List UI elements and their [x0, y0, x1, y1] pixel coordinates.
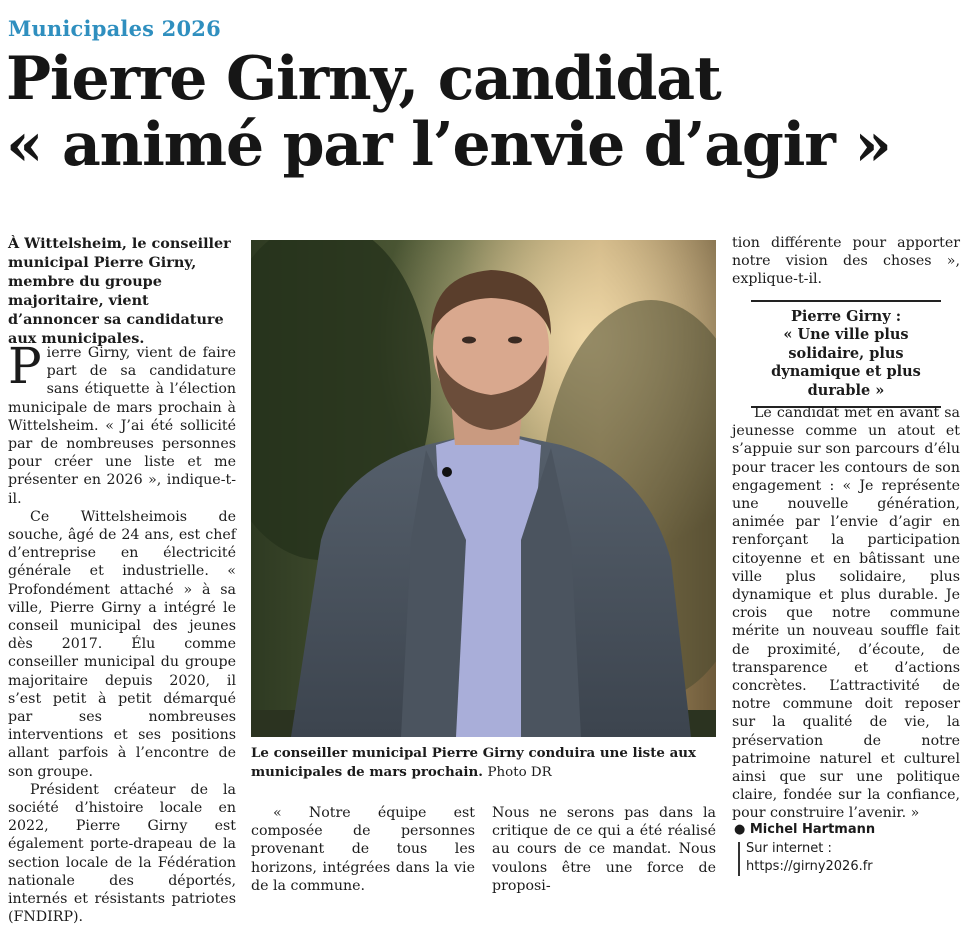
- paragraph-quote-start: « Notre équipe est composée de personnes provenant de tous les horizons, intégrées dans la vie de la commune.: [251, 805, 475, 894]
- lead-paragraph: À Wittelsheim, le conseiller municipal Pierre Girny, membre du groupe majoritaire, vient d’annoncer sa candidature aux municipales.: [8, 235, 231, 347]
- pull-quote: [732, 300, 960, 408]
- photo-credit: Photo DR: [487, 764, 552, 780]
- paragraph-quote-cont: Nous ne serons pas dans la critique de ce qui a été réalisé au cours de ce mandat. Nous voulons être une force de proposi-: [492, 805, 716, 894]
- paragraph-2: Ce Wittelsheimois de souche, âgé de 24 ans, est chef d’entreprise en électricité générale et industrielle. « Profondément attaché » à sa ville, Pierre Girny a intégré le conseil municipal des jeunes dès 2017. Élu comme conseiller municipal du groupe majoritaire depuis 2020, il s’est petit à petit démarqué par ses nombreuses interventions et ses positions allant parfois à l’encontre de son groupe.: [8, 508, 236, 780]
- paragraph-1-text: ierre Girny, vient de faire part de sa candidature sans étiquette à l’élection municipale de mars prochain à Wittelsheim. « J’ai été sollicité par de nombreuses personnes pour créer une liste et me présenter en 2026 », indique-t-il.: [8, 345, 236, 507]
- paragraph-1: [8, 337, 236, 508]
- article-column-1: [8, 337, 236, 927]
- website-link[interactable]: Sur internet : https://girny2026.fr: [746, 841, 873, 874]
- pull-quote-text: « Une ville plus solidaire, plus dynamique et plus durable »: [771, 326, 921, 399]
- drop-cap: P: [8, 337, 42, 395]
- article-column-3: [732, 404, 960, 823]
- paragraph-4: Le candidat met en avant sa jeunesse comme un atout et s’appuie sur son parcours d’élu pour tracer les contours de son engagement : « Je représente une nouvelle génération, animée par l’envie d’agir en renforçant la participation citoyenne et en bâtissant une ville plus solidaire, plus dynamique et plus durable. Je crois que notre commune mérite un nouveau souffle fait de proximité, d’écoute, de transparence et d’actions concrètes. L’attractivité de notre commune doit reposer sur la qualité de vie, la préservation de notre patrimoine naturel et culturel ainsi que sur une politique claire, fondée sur la confiance, pour construire l’avenir. »: [732, 405, 960, 822]
- headline: [6, 46, 971, 178]
- pull-quote-name: Pierre Girny :: [790, 307, 902, 325]
- article-column-2a: [251, 804, 475, 895]
- caption-text: Le conseiller municipal Pierre Girny conduira une liste aux municipales de mars prochain.: [251, 745, 696, 780]
- photo-caption: [251, 744, 716, 782]
- paragraph-3: Président créateur de la société d’histoire locale en 2022, Pierre Girny est également porte-drapeau de la section locale de la Fédération nationale des déportés, internés et résistants patriotes (FNDIRP).: [8, 781, 236, 926]
- paragraph-cont: tion différente pour apporter notre vision des choses », explique-t-il.: [732, 235, 960, 288]
- byline: ● Michel Hartmann: [734, 822, 876, 837]
- web-divider: [738, 842, 740, 876]
- headline-line-1: Pierre Girny, candidat: [6, 44, 721, 114]
- article-column-2b: [492, 804, 716, 895]
- section-kicker: Municipales 2026: [8, 16, 221, 41]
- article-column-3-top: [732, 234, 960, 289]
- candidate-photo: [251, 240, 716, 737]
- headline-line-2: « animé par l’envie d’agir »: [6, 110, 891, 180]
- pull-quote-top-rule: [751, 300, 941, 302]
